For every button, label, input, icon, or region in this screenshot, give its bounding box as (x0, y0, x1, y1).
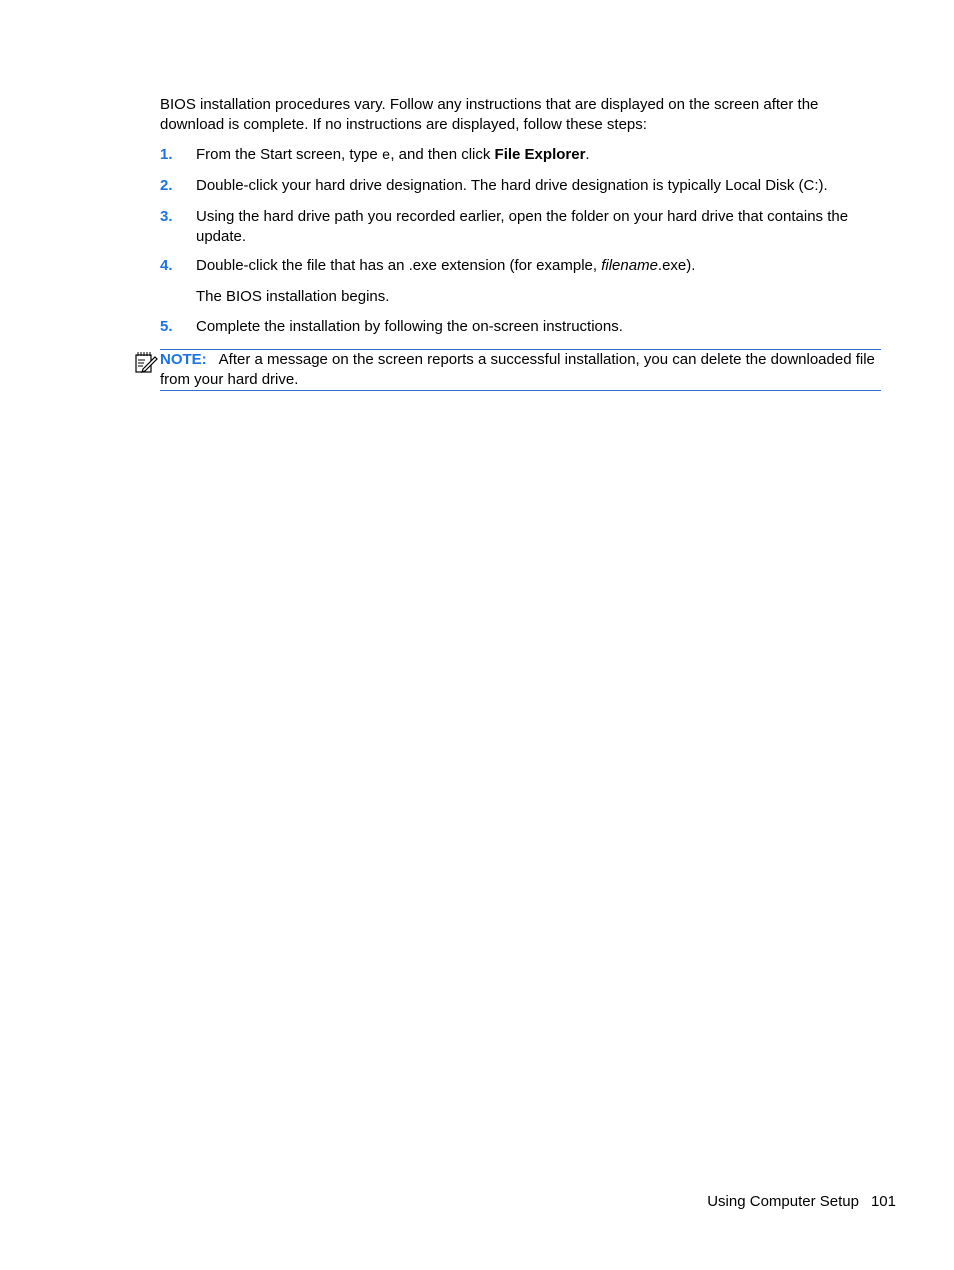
note-pencil-icon (134, 350, 158, 374)
note-text: After a message on the screen reports a successful installation, you can delete the downloaded file from your hard drive. (160, 351, 875, 388)
step-text-part: . (585, 146, 590, 163)
step-text (196, 256, 880, 276)
intro-paragraph: BIOS installation procedures vary. Follow any instructions that are displayed on the screen after the download is complete. If no instructions are displayed, follow these steps: (160, 96, 819, 133)
step-text-part: .exe). (657, 257, 696, 274)
step-text (196, 145, 880, 167)
step-text-part: , and then click (390, 146, 495, 163)
step-number: 3. (160, 208, 173, 225)
step-number: 1. (160, 146, 173, 163)
step-text: Double-click your hard drive designation. The hard drive designation is typically Local Disk (C:). (196, 177, 828, 194)
step-5 (160, 317, 880, 337)
step-text: Using the hard drive path you recorded earlier, open the folder on your hard drive that contains the update. (196, 208, 849, 245)
step-text: Complete the installation by following the on-screen instructions. (196, 318, 623, 335)
footer-section-title: Using Computer Setup (707, 1193, 859, 1210)
page-number: 101 (870, 1193, 896, 1210)
step-4 (160, 256, 880, 276)
step-text-part: Double-click the file that has an .exe extension (for example, (196, 257, 602, 274)
step-number: 2. (160, 177, 173, 194)
file-explorer-term: File Explorer (494, 146, 586, 163)
filename-term: filename (601, 257, 658, 274)
step-text-part: From the Start screen, type (196, 146, 382, 163)
step-2 (160, 176, 880, 196)
note-label: NOTE: (160, 351, 207, 368)
step-4-result: The BIOS installation begins. (196, 288, 390, 305)
note-box (160, 349, 881, 391)
step-3 (160, 207, 880, 246)
step-number: 4. (160, 257, 173, 274)
command-code: e (381, 148, 391, 164)
step-number: 5. (160, 318, 173, 335)
page-footer (707, 1192, 896, 1211)
step-1 (160, 145, 880, 167)
